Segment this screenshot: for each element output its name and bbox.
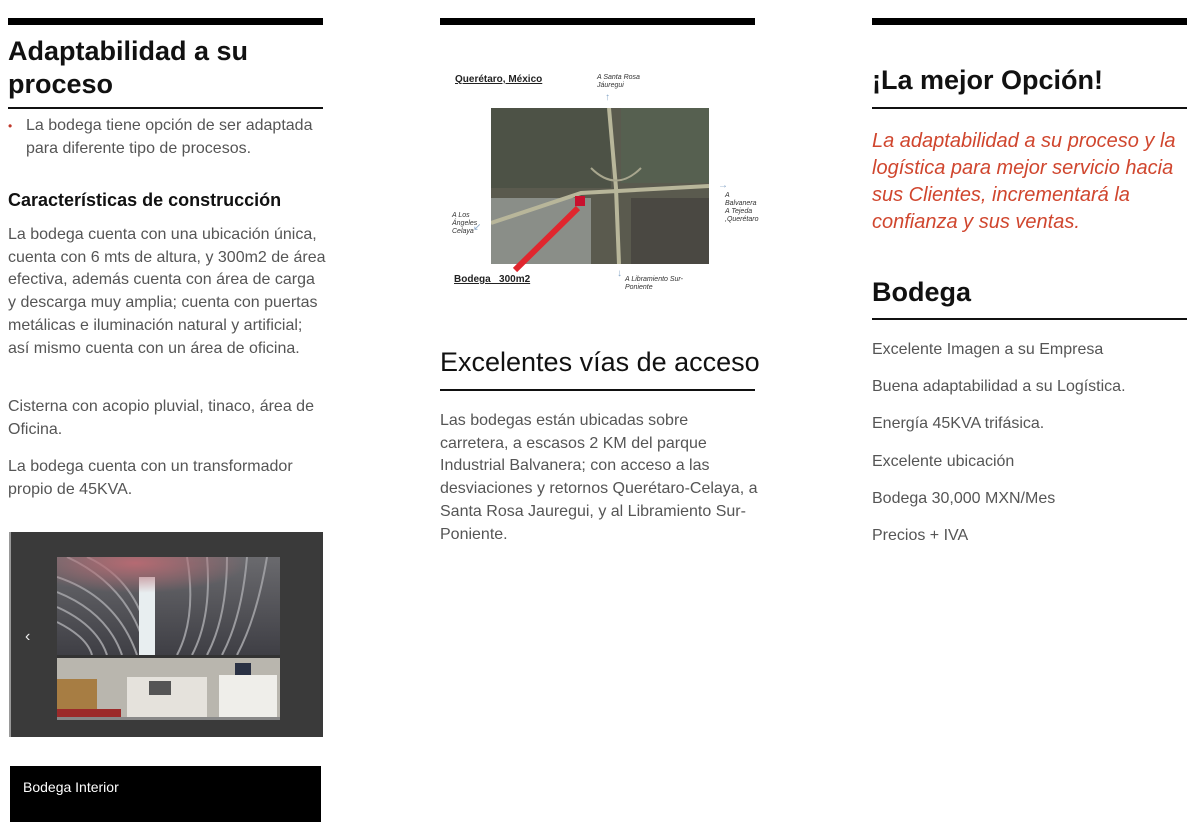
right-subtitle-rule <box>872 318 1187 320</box>
arrow-down-icon: ↓ <box>617 268 622 279</box>
image-carousel[interactable] <box>9 532 323 737</box>
map-label-bodega: Bodega 300m2 <box>454 274 531 285</box>
arrow-down-left-icon: ↙ <box>473 222 482 233</box>
left-title-rule <box>8 107 323 109</box>
top-bar-left <box>8 18 323 25</box>
left-subtitle: Características de construcción <box>8 190 282 210</box>
carousel-caption <box>10 766 321 822</box>
left-paragraph-2: Cisterna con acopio pluvial, tinaco, área de Oficina. <box>8 398 314 438</box>
right-title: ¡La mejor Opción! <box>872 65 1104 95</box>
arrow-right-icon: → <box>718 180 728 191</box>
map-label-west: A Los Ángeles Celaya <box>452 212 478 235</box>
feature-item: Bodega 30,000 MXN/Mes <box>872 490 1056 507</box>
carousel-prev-button[interactable]: ‹ <box>25 628 31 645</box>
warehouse-interior-photo <box>57 557 280 720</box>
left-title: Adaptabilidad a su proceso <box>8 36 249 99</box>
middle-paragraph: Las bodegas están ubicadas sobre carretera, a escasos 2 KM del parque Industrial Balvanera; con acceso a las desviaciones y retornos Querétaro-Celaya, a Santa Rosa Jauregui, y al Libramiento Sur-Poniente. <box>440 412 758 543</box>
caption-text: Bodega Interior <box>23 779 119 795</box>
feature-item: Excelente ubicación <box>872 453 1015 470</box>
feature-item: Energía 45KVA trifásica. <box>872 415 1045 432</box>
map-label-east: A Balvanera A Tejeda ,Querétaro <box>725 192 759 223</box>
location-map <box>445 62 760 294</box>
left-bullet-text: La bodega tiene opción de ser adaptada para diferente tipo de procesos. <box>26 117 313 157</box>
arrow-up-icon: ↑ <box>605 92 610 103</box>
left-paragraph-3: La bodega cuenta con un transformador propio de 45KVA. <box>8 458 293 498</box>
right-title-rule <box>872 107 1187 109</box>
right-subtitle: Bodega <box>872 277 972 307</box>
middle-title: Excelentes vías de acceso <box>440 347 760 377</box>
bodega-pointer-arrow <box>445 62 760 294</box>
feature-item: Excelente Imagen a su Empresa <box>872 341 1104 358</box>
map-title: Querétaro, México <box>455 74 543 85</box>
left-paragraph-1: La bodega cuenta con una ubicación única, cuenta con 6 mts de altura, y 300m2 de área efectiva, además cuenta con área de carga y descarga muy amplia; cuenta con puertas metálicas e iluminación natural y artificial; así mismo cuenta con un área de oficina. <box>8 226 326 357</box>
feature-item: Buena adaptabilidad a su Logística. <box>872 378 1126 395</box>
map-label-south: A Libramiento Sur-Poniente <box>625 276 683 291</box>
top-bar-right <box>872 18 1187 25</box>
bullet-icon: • <box>8 119 13 133</box>
top-bar-middle <box>440 18 755 25</box>
right-quote: La adaptabilidad a su proceso y la logística para mejor servicio hacia sus Clientes, incrementará la confianza y sus ventas. <box>872 130 1176 233</box>
middle-title-rule <box>440 389 755 391</box>
map-label-north: A Santa Rosa Jáuregui <box>597 74 640 89</box>
feature-item: Precios + IVA <box>872 527 969 544</box>
